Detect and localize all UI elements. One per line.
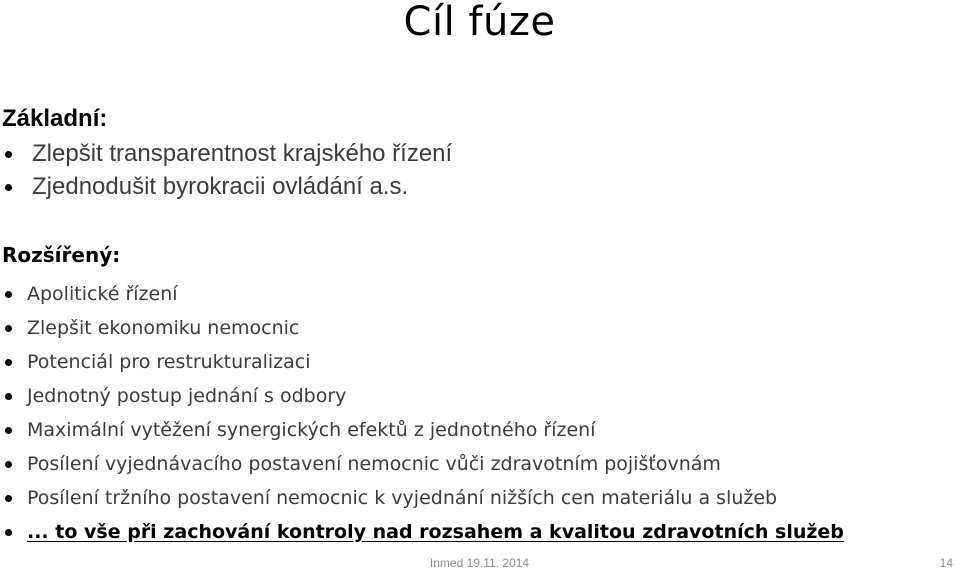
list-item-text: Zjednodušit byrokracii ovládání a.s. — [32, 173, 409, 200]
list-item — [0, 451, 844, 485]
extended-heading: Rozšířený: — [2, 243, 121, 267]
page-number: 14 — [939, 556, 953, 570]
list-item-conclusion — [0, 519, 844, 553]
list-item — [0, 315, 844, 349]
bullet-icon — [5, 151, 12, 158]
list-item-text: Maximální vytěžení synergických efektů z jednotného řízení — [27, 419, 596, 441]
list-item-text: Posílení tržního postavení nemocnic k vyjednání nižších cen materiálu a služeb — [27, 487, 778, 509]
bullet-icon — [5, 184, 12, 191]
bullet-icon — [5, 291, 12, 298]
list-item — [0, 383, 844, 417]
bullet-icon — [5, 495, 12, 502]
list-item-text: Zlepšit transparentnost krajského řízení — [32, 140, 453, 167]
footer-text: Inmed 19.11. 2014 — [429, 556, 530, 570]
list-item — [0, 173, 452, 206]
bullet-icon — [5, 461, 12, 468]
list-item-text: Zlepšit ekonomiku nemocnic — [27, 317, 300, 339]
list-item-text: Potenciál pro restrukturalizaci — [27, 351, 311, 373]
list-item-text: ... to vše při zachování kontroly nad rozsahem a kvalitou zdravotních služeb — [27, 521, 844, 543]
list-item — [0, 485, 844, 519]
bullet-icon — [5, 529, 12, 536]
slide-title: Cíl fúze — [403, 0, 556, 45]
bullet-icon — [5, 359, 12, 366]
bullet-icon — [5, 427, 12, 434]
list-item — [0, 349, 844, 383]
list-item — [0, 140, 452, 173]
extended-list — [0, 281, 844, 553]
bullet-icon — [5, 325, 12, 332]
list-item — [0, 417, 844, 451]
basic-heading: Základní: — [2, 105, 108, 132]
list-item-text: Posílení vyjednávacího postavení nemocnic vůči zdravotním pojišťovnám — [27, 453, 721, 475]
list-item-text: Jednotný postup jednání s odbory — [27, 385, 347, 407]
list-item — [0, 281, 844, 315]
bullet-icon — [5, 393, 12, 400]
list-item-text: Apolitické řízení — [27, 283, 178, 305]
basic-list — [0, 140, 452, 206]
